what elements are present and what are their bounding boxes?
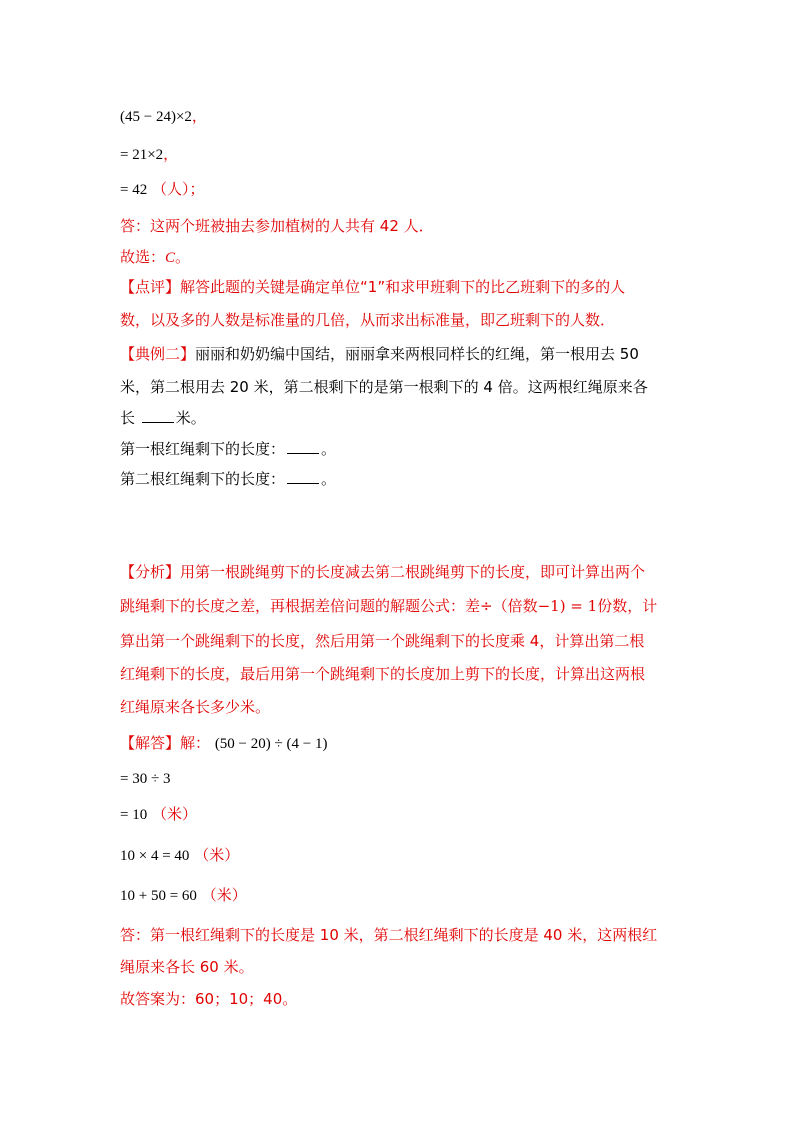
comment-line-2: 数，以及多的人数是标准量的几倍，从而求出标准量，即乙班剩下的人数． bbox=[120, 311, 616, 329]
choice-line bbox=[120, 247, 190, 268]
analysis-text: 用第一根跳绳剪下的长度减去第二根跳绳剪下的长度，即可计算出两个 bbox=[180, 563, 646, 581]
example-text: 长 bbox=[120, 409, 136, 427]
calc-expression: (45 − 24)×2 bbox=[120, 109, 192, 125]
question-end: 。 bbox=[321, 440, 337, 458]
question-text: 第一根红绳剩下的长度： bbox=[120, 440, 286, 458]
answer-line-2: 绳原来各长 60 米。 bbox=[120, 958, 254, 976]
analysis-text: 份数，计 bbox=[597, 597, 658, 615]
solution-expression: (50 − 20) ÷ (4 − 1) bbox=[214, 736, 328, 752]
solution-tag: 【解答】 bbox=[120, 734, 181, 752]
solution-expression: 10 × 4 = 40 bbox=[120, 848, 190, 864]
choice-letter: C bbox=[165, 250, 176, 266]
example-line-3 bbox=[120, 408, 206, 428]
calc-line-2 bbox=[120, 144, 178, 165]
solution-line-1 bbox=[120, 733, 327, 754]
example-line-1 bbox=[120, 344, 639, 364]
analysis-line-3: 算出第一个跳绳剩下的长度，然后用第一个跳绳剩下的长度乘 4，计算出第二根 bbox=[120, 632, 645, 650]
solution-expression: = 10 bbox=[120, 807, 148, 823]
analysis-tag: 【分析】 bbox=[120, 563, 181, 581]
calc-expression: = 21×2 bbox=[120, 147, 164, 163]
example-line-2: 米，第二根用去 20 米，第二根剩下的是第一根剩下的 4 倍。这两根红绳原来各 bbox=[120, 378, 648, 396]
example-tag: 【典例二】 bbox=[120, 345, 196, 363]
solution-unit: （米） bbox=[201, 886, 247, 904]
analysis-text: 跳绳剩下的长度之差，再根据差倍问题的解题公式：差÷（倍数 bbox=[120, 597, 538, 615]
comment-text: 解答此题的关键是确定单位“1”和求甲班剩下的比乙班剩下的多的人 bbox=[180, 278, 626, 296]
calc-separator: ， bbox=[191, 107, 207, 125]
solution-line-2 bbox=[120, 768, 170, 789]
calc-line-3 bbox=[120, 179, 205, 200]
analysis-formula: −1) = 1 bbox=[537, 597, 598, 615]
solution-line-5 bbox=[120, 885, 247, 906]
analysis-line-4: 红绳剩下的长度，最后用第一个跳绳剩下的长度加上剪下的长度，计算出这两根 bbox=[120, 665, 646, 683]
calc-line-1 bbox=[120, 106, 207, 127]
analysis-line-1 bbox=[120, 562, 645, 582]
analysis-line-2 bbox=[120, 596, 657, 616]
comment-line-1 bbox=[120, 277, 625, 297]
solution-unit: （米） bbox=[194, 846, 240, 864]
calc-separator: ， bbox=[163, 145, 179, 163]
answer-line-1: 答：第一根红绳剩下的长度是 10 米，第二根红绳剩下的长度是 40 米，这两根红 bbox=[120, 926, 658, 944]
example-text: 丽丽和奶奶编中国结，丽丽拿来两根同样长的红绳，第一根用去 50 bbox=[195, 345, 639, 363]
solution-prefix: 解： bbox=[180, 734, 211, 752]
question-line-1 bbox=[120, 439, 336, 459]
question-line-2 bbox=[120, 469, 336, 489]
example-text: 米。 bbox=[175, 409, 206, 427]
blank-fill[interactable] bbox=[287, 469, 319, 484]
question-end: 。 bbox=[321, 470, 337, 488]
answer-text-1: 答：这两个班被抽去参加植树的人共有 42 人． bbox=[120, 217, 434, 235]
choice-prefix: 故选： bbox=[120, 248, 166, 266]
comment-tag: 【点评】 bbox=[120, 278, 181, 296]
final-answer: 故答案为：60；10；40。 bbox=[120, 990, 298, 1008]
blank-fill[interactable] bbox=[142, 408, 174, 423]
solution-expression: 10 + 50 = 60 bbox=[120, 888, 197, 904]
solution-unit: （米） bbox=[152, 805, 198, 823]
solution-expression: = 30 ÷ 3 bbox=[120, 771, 171, 787]
calc-expression: = 42 bbox=[120, 182, 148, 198]
choice-suffix: 。 bbox=[175, 248, 191, 266]
question-text: 第二根红绳剩下的长度： bbox=[120, 470, 286, 488]
calc-separator: ； bbox=[189, 180, 205, 198]
analysis-line-5: 红绳原来各长多少米。 bbox=[120, 698, 271, 716]
blank-fill[interactable] bbox=[287, 439, 319, 454]
solution-line-4 bbox=[120, 845, 239, 866]
calc-unit: （人） bbox=[152, 180, 190, 198]
solution-line-3 bbox=[120, 804, 197, 825]
